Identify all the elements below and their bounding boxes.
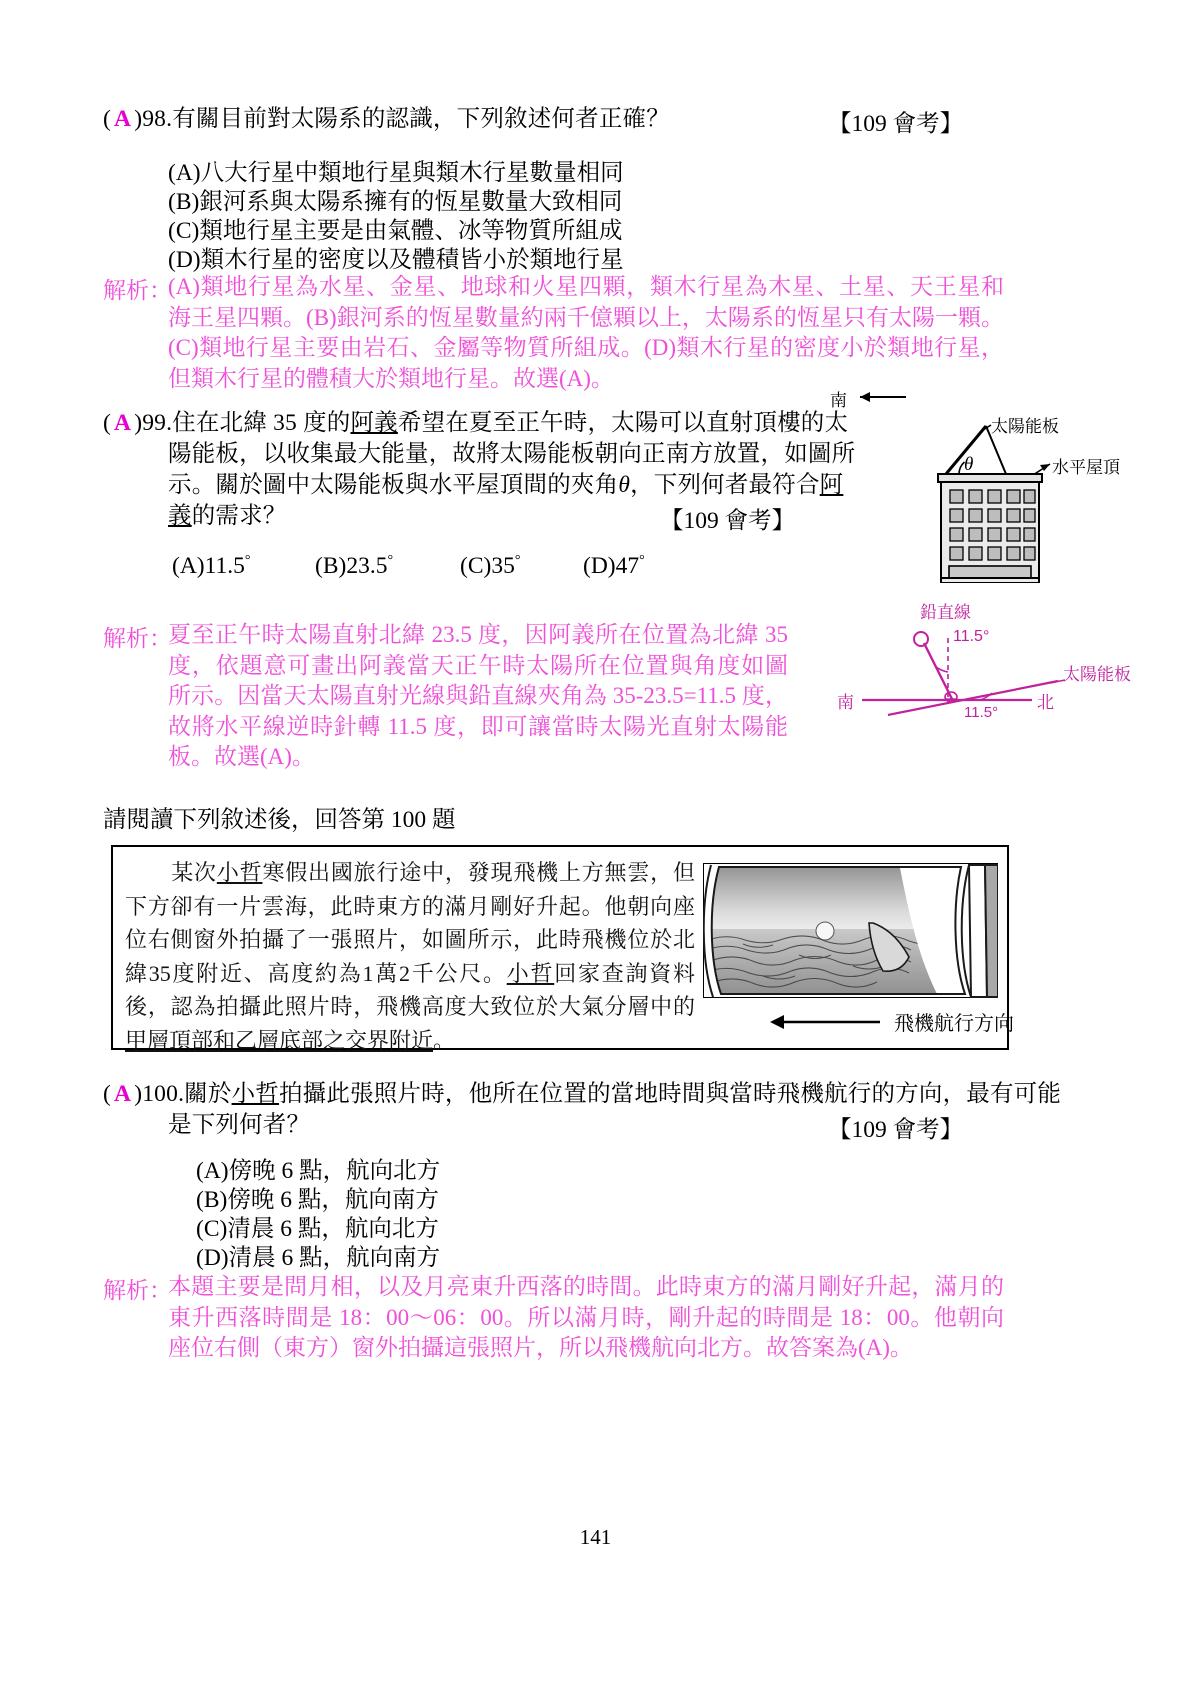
answer-letter-99: A — [114, 410, 132, 436]
caption-flight-direction: 飛機航行方向 — [894, 1013, 1014, 1035]
question-100-header — [103, 1079, 1061, 1110]
option-99-c — [460, 545, 520, 582]
option-100-c: (C)清晨 6 點，航向北方 — [196, 1216, 439, 1242]
option-100-b: (B)傍晚 6 點，航向南方 — [196, 1187, 439, 1213]
person-name-ayi-3: 義 — [168, 503, 192, 529]
question-100-stem-part-b: 拍攝此張照片時，他所在位置的當地時間與當時飛機航行的方向，最有可能 — [278, 1081, 1062, 1107]
question-100-number: 100. — [142, 1081, 185, 1107]
question-99-source: 【109 會考】 — [660, 508, 796, 534]
arrow-left-icon — [768, 1011, 888, 1033]
answer-bracket-open-99: ( — [103, 410, 112, 436]
degree-symbol: ° — [244, 553, 251, 568]
figure-solar-panel-building — [828, 378, 1120, 583]
solution-98-text: (A)類地行星為水星、金星、地球和火星四顆，類木行星為木星、土星、天王星和海王星四顆。(B)銀河系的恆星數量約兩千億顆以上，太陽系的恆星只有太陽一顆。(C)類地行星主要由岩石、金屬等物質所組成。(D)類木行星的密度小於類地行星，但類木行星的體積大於類地行星。故選(A)。 — [168, 274, 1004, 391]
option-99-d — [583, 545, 645, 582]
label-angle-11-5-bottom: 11.5° — [964, 704, 999, 721]
question-98-source: 【109 會考】 — [828, 111, 964, 137]
person-name-xiaozhe-1: 小哲 — [216, 860, 263, 885]
question-99-number: 99. — [142, 410, 173, 436]
label-south-figure1: 南 — [830, 391, 847, 410]
answer-bracket-open-100: ( — [103, 1081, 112, 1107]
question-100-stem-line2: 是下列何者？ — [168, 1112, 311, 1138]
question-99-stem-part-b: 希望在夏至正午時，太陽可以直射頂樓的太 — [397, 410, 849, 436]
passage-text — [125, 856, 695, 1057]
option-100-a: (A)傍晚 6 點，航向北方 — [196, 1158, 441, 1184]
option-98-c: (C)類地行星主要是由氣體、冰等物質所組成 — [168, 218, 623, 244]
solution-100-label: 解析： — [103, 1278, 172, 1303]
question-98-stem: 有關目前對太陽系的認識，下列敘述何者正確？ — [172, 106, 670, 132]
label-horizontal-roof-figure1: 水平屋頂 — [1052, 458, 1120, 477]
person-name-ayi-1: 阿義 — [350, 410, 398, 436]
airplane-window-svg — [703, 863, 998, 998]
question-99-header — [103, 408, 848, 439]
answer-letter-98: A — [114, 106, 132, 132]
label-north-figure2: 北 — [1037, 693, 1054, 712]
option-100-d: (D)清晨 6 點，航向南方 — [196, 1245, 441, 1271]
figure-airplane-window — [703, 863, 998, 998]
option-99-d-label: (D)47 — [583, 552, 640, 579]
question-98-number: 98. — [142, 106, 173, 132]
figure-caption-direction — [768, 1007, 1014, 1037]
question-99-stem-part-a: 住在北緯 35 度的 — [172, 410, 351, 436]
answer-bracket-close-100: ) — [134, 1081, 143, 1107]
question-99-stem-line4 — [168, 501, 287, 532]
degree-symbol: ° — [514, 553, 521, 568]
question-100-stem-part-a: 關於 — [184, 1081, 232, 1107]
option-98-a: (A)八大行星中類地行星與類木行星數量相同 — [168, 160, 624, 186]
degree-symbol: ° — [639, 553, 645, 568]
question-99-stem-part-c: 示。關於圖中太陽能板與水平屋頂間的夾角 — [168, 472, 619, 498]
passage-heading: 請閱讀下列敘述後，回答第 100 題 — [103, 807, 456, 833]
answer-bracket-close-99: ) — [134, 410, 143, 436]
question-99-stem-line3 — [168, 470, 843, 501]
label-solar-panel-figure1: 太陽能板 — [991, 417, 1059, 436]
theta-symbol: θ — [618, 472, 631, 498]
person-name-xiaozhe-3: 小哲 — [231, 1081, 279, 1107]
option-99-a-label: (A)11.5 — [172, 552, 245, 579]
option-98-b: (B)銀河系與太陽系擁有的恆星數量大致相同 — [168, 189, 623, 215]
building-diagram-svg — [828, 378, 1078, 583]
option-99-b-label: (B)23.5 — [315, 552, 388, 579]
person-name-xiaozhe-2: 小哲 — [506, 960, 555, 986]
label-angle-11-5-top: 11.5° — [953, 628, 990, 645]
passage-part-a: 某次 — [171, 860, 217, 885]
person-name-ayi-2: 阿 — [819, 472, 844, 498]
answer-bracket-open: ( — [103, 106, 112, 132]
passage-part-b: 寒假出國旅行途中，發現飛機上方無雲，但下方卻有一片雲海，此時東方的滿月剛好升起。他朝向座位右側窗外拍攝了一張照片，如圖所示，此時飛機位於北緯35度附近、高度約為1萬2千公尺。 — [125, 860, 695, 986]
option-99-b — [315, 545, 393, 582]
question-100-source: 【109 會考】 — [828, 1117, 964, 1143]
solution-99-text: 夏至正午時太陽直射北緯 23.5 度，因阿義所在位置為北緯 35 度，依題意可畫出阿義當天正午時太陽所在位置與角度如圖所示。因當天太陽直射光線與鉛直線夾角為 35-23.5=11.5 度，故將水平線逆時針轉 11.5 度，即可讓當時太陽光直射太陽能板。故選(A)。 — [168, 622, 788, 769]
passage-underlined-layers: 甲層頂部和乙層底部之交界附近 — [125, 1027, 434, 1053]
question-98-header — [103, 104, 670, 135]
label-south-figure2: 南 — [837, 693, 854, 712]
passage-part-c: 回家查詢資料後，認為拍攝此照片時，飛機高度大致位於大氣分層中的 — [125, 960, 695, 1019]
question-99-stem-part-e: 的需求？ — [191, 503, 287, 529]
label-plumb-line: 鉛直線 — [920, 603, 971, 622]
solution-98-label: 解析： — [103, 278, 172, 303]
label-theta-figure1: θ — [964, 454, 974, 475]
question-99-stem-line2: 陽能板，以收集最大能量，故將太陽能板朝向正南方放置，如圖所 — [168, 441, 856, 467]
solution-100-text: 本題主要是問月相，以及月亮東升西落的時間。此時東方的滿月剛好升起，滿月的東升西落時間是 18：00～06：00。所以滿月時，剛升起的時間是 18：00。他朝向座位右側（東方）窗外拍攝這張照片，所以飛機航向北方。故答案為(A)。 — [168, 1274, 1004, 1360]
answer-bracket-close: ) — [134, 106, 143, 132]
page-number: 141 — [579, 1525, 612, 1549]
option-99-a — [172, 545, 251, 582]
question-99-stem-part-d: ，下列何者最符合 — [630, 472, 820, 498]
option-99-c-label: (C)35 — [460, 552, 515, 579]
label-solar-panel-figure2: 太陽能板 — [1063, 665, 1131, 684]
figure-sun-angle — [820, 600, 1131, 735]
passage-part-d: 。 — [433, 1027, 456, 1053]
solution-99-label: 解析： — [103, 626, 172, 651]
option-98-d: (D)類木行星的密度以及體積皆小於類地行星 — [168, 247, 624, 273]
answer-letter-100: A — [114, 1081, 132, 1107]
degree-symbol: ° — [387, 553, 394, 568]
